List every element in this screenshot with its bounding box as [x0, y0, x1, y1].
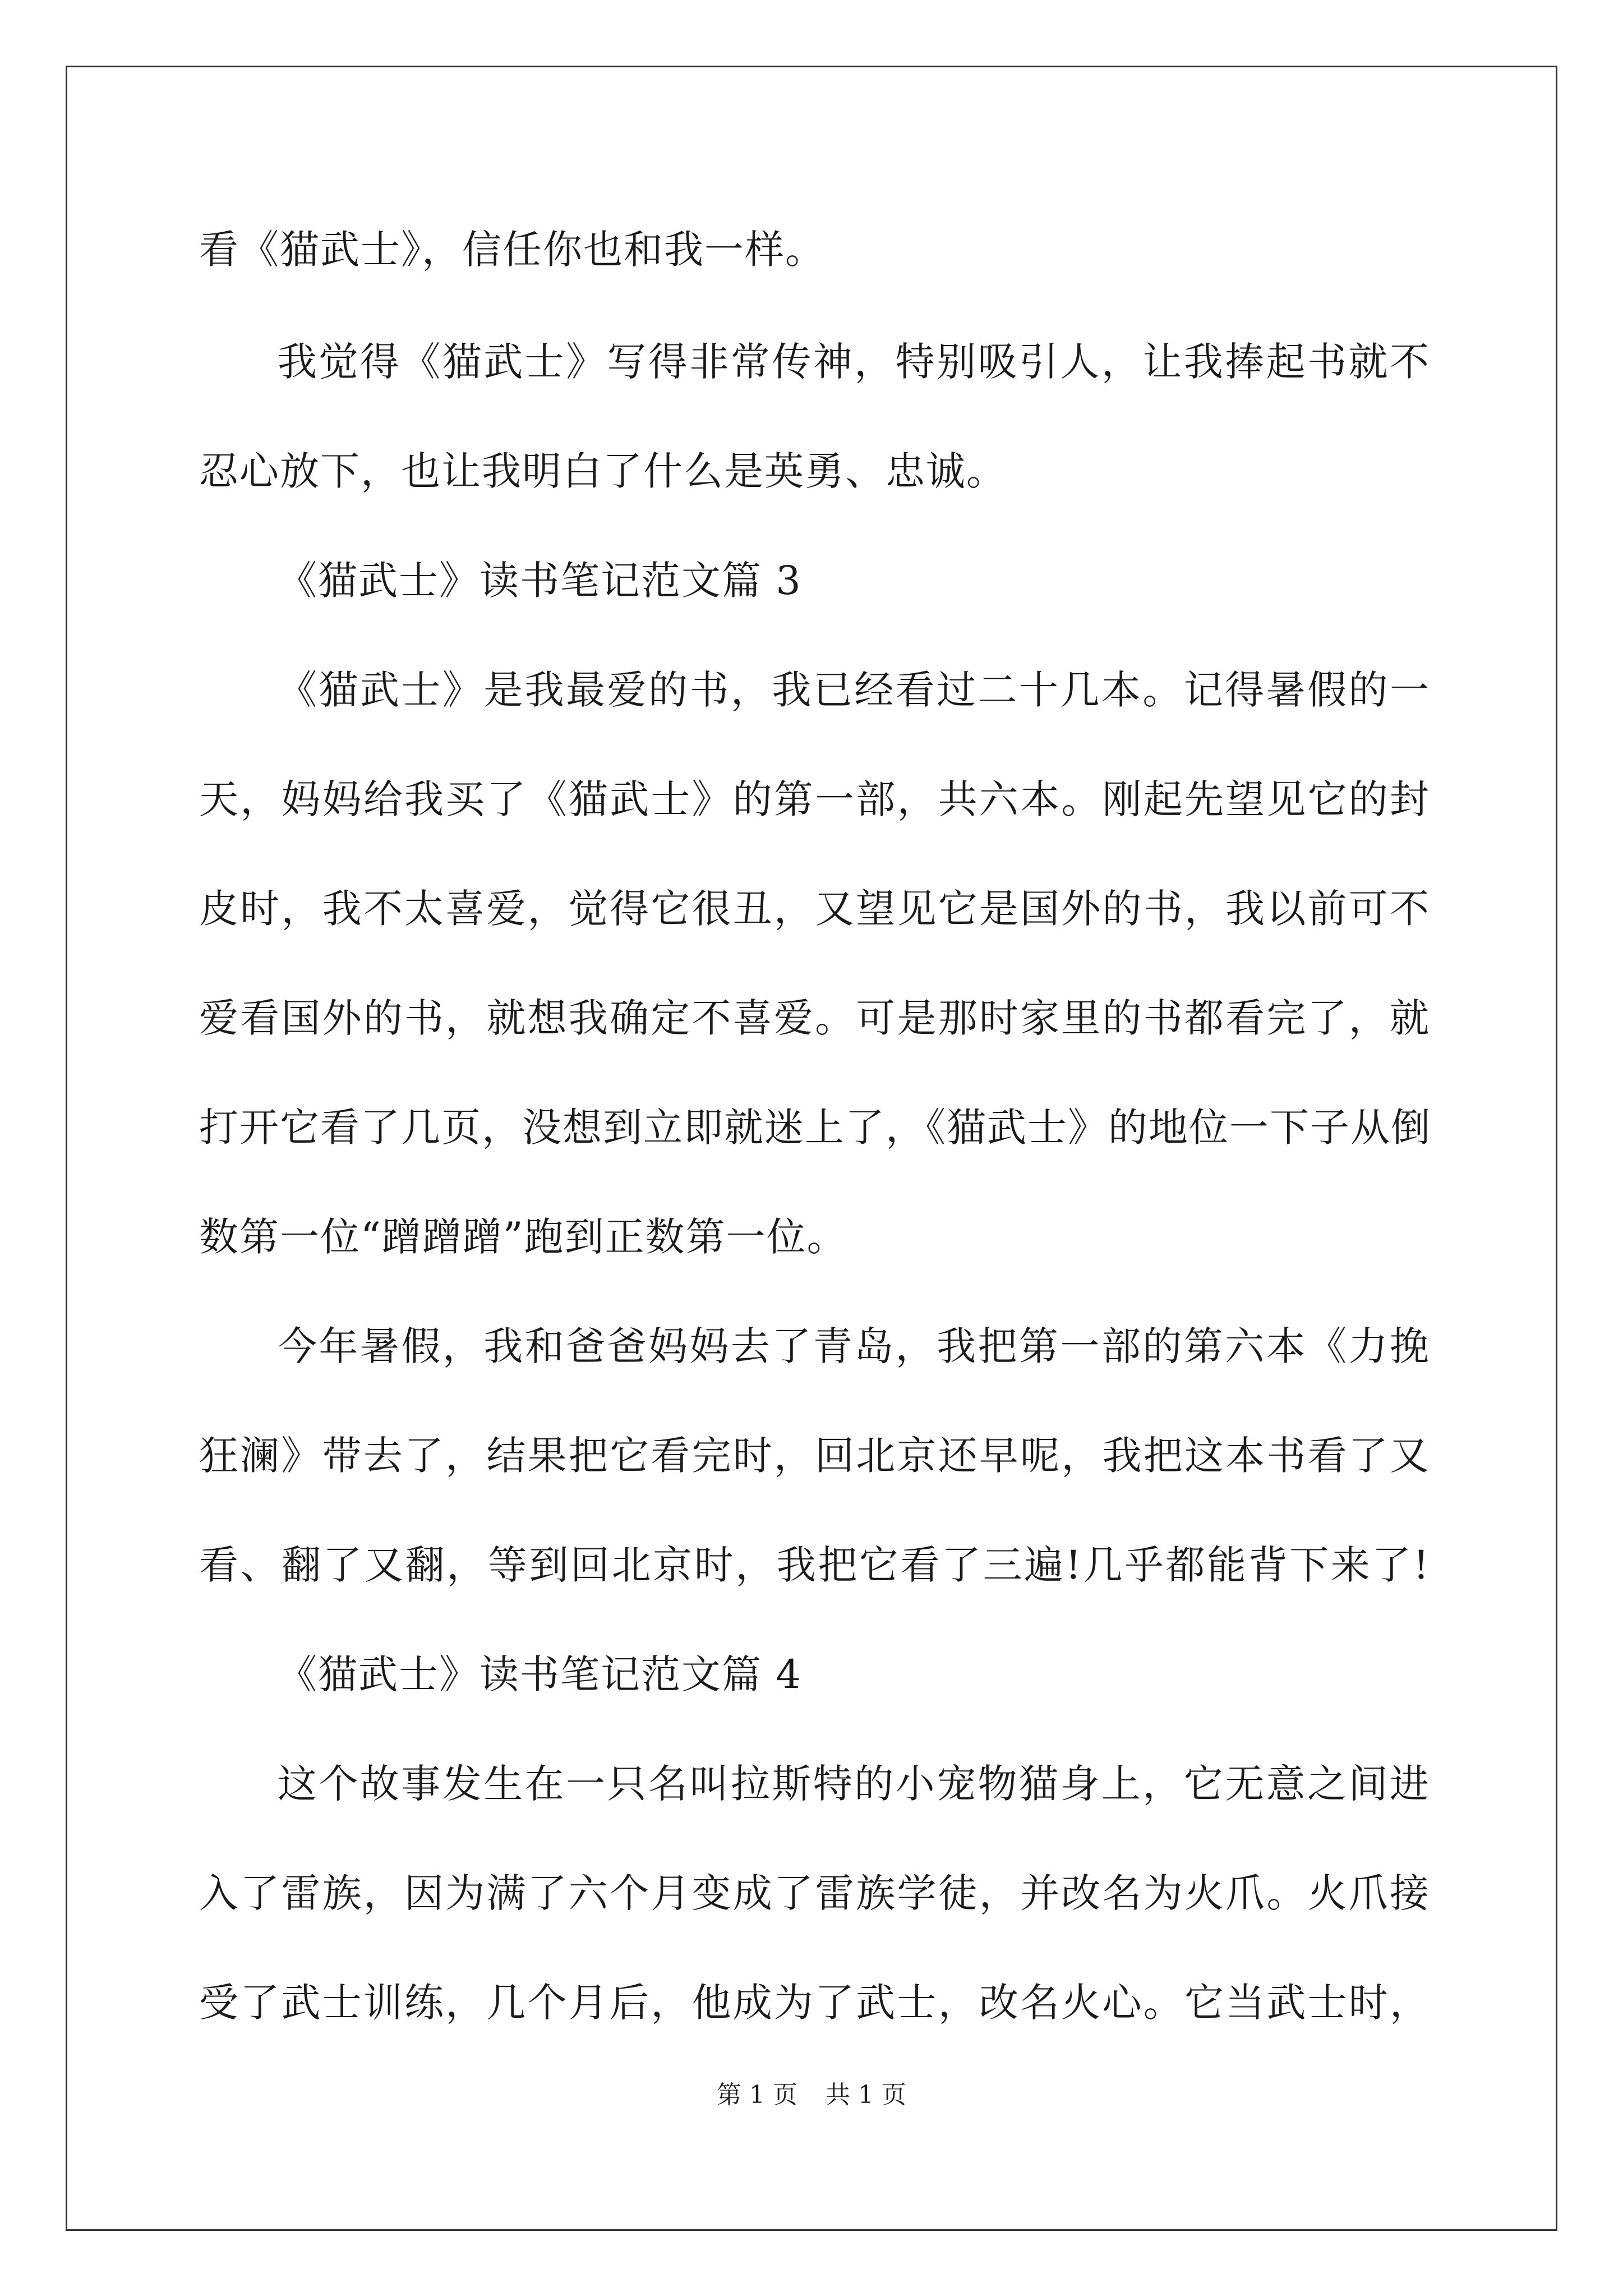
paragraph-line: 忍心放下，也让我明白了什么是英勇、忠诚。 — [199, 448, 1007, 494]
paragraph-line: 打开它看了几页，没想到立即就迷上了，《猫武士》的地位一下子从倒 — [199, 1105, 1431, 1151]
section-heading: 《猫武士》读书笔记范文篇 4 — [278, 1651, 802, 1697]
section-heading: 《猫武士》读书笔记范文篇 3 — [278, 558, 802, 604]
paragraph-line: 天，妈妈给我买了《猫武士》的第一部，共六本。刚起先望见它的封 — [199, 776, 1430, 822]
paragraph-line: 皮时，我不太喜爱，觉得它很丑，又望见它是国外的书，我以前可不 — [199, 886, 1430, 932]
paragraph-line: 《猫武士》是我最爱的书，我已经看过二十几本。记得暑假的一 — [278, 667, 1430, 713]
paragraph-line: 爱看国外的书，就想我确定不喜爱。可是那时家里的书都看完了，就 — [199, 995, 1430, 1041]
paragraph-line: 我觉得《猫武士》写得非常传神，特别吸引人，让我捧起书就不 — [278, 339, 1430, 385]
paragraph-line: 今年暑假，我和爸爸妈妈去了青岛，我把第一部的第六本《力挽 — [278, 1323, 1430, 1369]
paragraph-line: 数第一位“蹭蹭蹭”跑到正数第一位。 — [199, 1214, 847, 1260]
paragraph-line: 这个故事发生在一只名叫拉斯特的小宠物猫身上，它无意之间进 — [278, 1761, 1430, 1807]
page-footer — [0, 2078, 1623, 2112]
paragraph-line: 入了雷族，因为满了六个月变成了雷族学徒，并改名为火爪。火爪接 — [199, 1870, 1430, 1916]
page-number-current: 第 1 页 — [717, 2081, 797, 2109]
paragraph-line: 看《猫武士》，信任你也和我一样。 — [199, 227, 826, 273]
paragraph-line: 看、翻了又翻，等到回北京时，我把它看了三遍!几乎都能背下来了! — [199, 1542, 1430, 1588]
paragraph-line: 狂澜》带去了，结果把它看完时，回北京还早呢，我把这本书看了又 — [199, 1433, 1430, 1479]
page-number-total: 共 1 页 — [826, 2081, 906, 2109]
paragraph-line: 受了武士训练，几个月后，他成为了武士，改名火心。它当武士时， — [199, 1980, 1430, 2026]
